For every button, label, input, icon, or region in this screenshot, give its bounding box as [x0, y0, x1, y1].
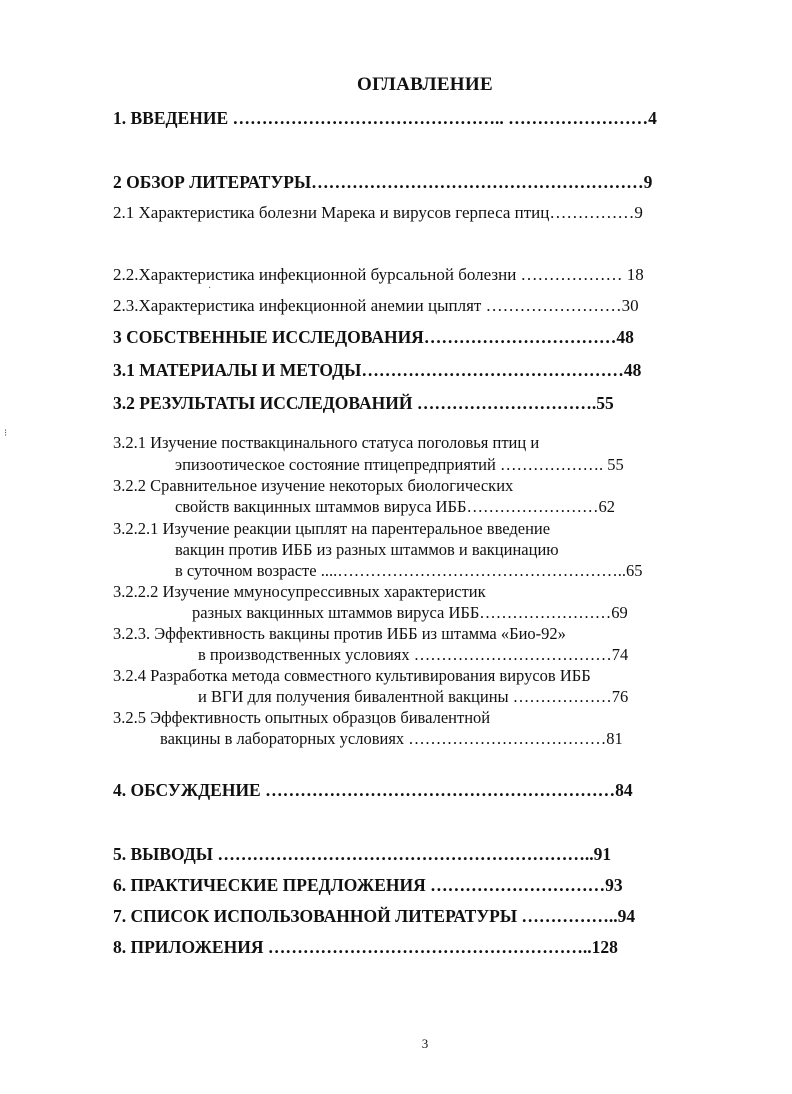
- toc-entry-materials-methods: 3.1 МАТЕРИАЛЫ И МЕТОДЫ………………………………………48: [113, 360, 642, 380]
- toc-entry-references: 7. СПИСОК ИСПОЛЬЗОВАННОЙ ЛИТЕРАТУРЫ ……………..94: [113, 906, 636, 926]
- toc-entry-3-2-2-1-line1: 3.2.2.1 Изучение реакции цыплят на парентеральное введение: [113, 519, 551, 538]
- toc-entry-research-results: 3.2 РЕЗУЛЬТАТЫ ИССЛЕДОВАНИЙ ………………………….55: [113, 393, 614, 413]
- toc-entry-3-2-5-line2: вакцины в лабораторных условиях ………………………………81: [160, 729, 623, 748]
- toc-entry-3-2-2-line1: 3.2.2 Сравнительное изучение некоторых биологических: [113, 476, 514, 495]
- toc-entry-3-2-5-line1: 3.2.5 Эффективность опытных образцов бивалентной: [113, 708, 491, 727]
- toc-entry-3-2-1-line2: эпизоотическое состояние птицепредприятий ………………. 55: [175, 455, 624, 474]
- toc-entry-3-2-2-2-line1: 3.2.2.2 Изучение ммуносупрессивных характеристик: [113, 582, 486, 601]
- scan-speck: ⁝: [4, 428, 8, 439]
- toc-entry-3-2-2-1-line3: в суточном возрасте ....……………………………………………..65: [175, 561, 643, 580]
- toc-entry-chicken-anemia: 2.3.Характеристика инфекционной анемии цыплят ……………………30: [113, 296, 639, 315]
- toc-entry-own-research: 3 СОБСТВЕННЫЕ ИССЛЕДОВАНИЯ……………………………48: [113, 327, 634, 347]
- toc-entry-3-2-4-line1: 3.2.4 Разработка метода совместного культивирования вирусов ИББ: [113, 666, 591, 685]
- toc-entry-3-2-2-1-line2: вакцин против ИББ из разных штаммов и вакцинацию: [175, 540, 559, 559]
- toc-entry-bursal-disease: 2.2.Характеристика инфекционной бурсальной болезни ……………… 18: [113, 265, 644, 284]
- toc-entry-literature-review: 2 ОБЗОР ЛИТЕРАТУРЫ…………………………………………………9: [113, 172, 653, 192]
- toc-title: ОГЛАВЛЕНИЕ: [357, 74, 493, 95]
- toc-entry-3-2-2-line2: свойств вакцинных штаммов вируса ИББ……………………62: [175, 497, 615, 516]
- toc-entry-discussion: 4. ОБСУЖДЕНИЕ ……………………………………………………84: [113, 780, 633, 800]
- toc-entry-3-2-4-line2: и ВГИ для получения бивалентной вакцины ………………76: [198, 687, 629, 706]
- scan-speck: ·: [208, 283, 212, 294]
- toc-entry-3-2-1-line1: 3.2.1 Изучение поствакцинального статуса поголовья птиц и: [113, 433, 540, 452]
- toc-entry-3-2-3-line1: 3.2.3. Эффективность вакцины против ИББ из штамма «Био-92»: [113, 624, 566, 643]
- page-number: 3: [421, 1036, 429, 1051]
- toc-entry-3-2-2-2-line2: разных вакцинных штаммов вируса ИББ……………………69: [192, 603, 628, 622]
- toc-entry-3-2-3-line2: в производственных условиях ………………………………74: [198, 645, 629, 664]
- toc-entry-marek-disease: 2.1 Характеристика болезни Марека и вирусов герпеса птиц……………9: [113, 203, 643, 222]
- toc-entry-introduction: 1. ВВЕДЕНИЕ ……………………………………….. ……………………4: [113, 108, 657, 128]
- toc-entry-practical-proposals: 6. ПРАКТИЧЕСКИЕ ПРЕДЛОЖЕНИЯ …………………………93: [113, 875, 623, 895]
- toc-entry-appendices: 8. ПРИЛОЖЕНИЯ ………………………………………………..128: [113, 937, 618, 957]
- toc-entry-conclusions: 5. ВЫВОДЫ ………………………………………………………..91: [113, 844, 612, 864]
